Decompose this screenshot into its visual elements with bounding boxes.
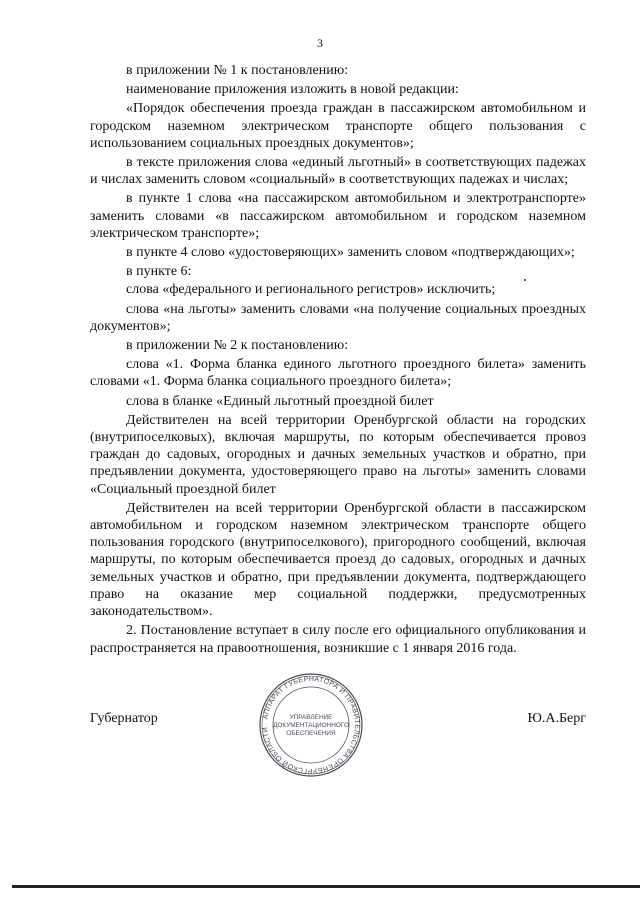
paragraph: слова «федерального и регионального регистров» исключить; bbox=[126, 282, 496, 298]
paragraph: в пункте 6: bbox=[126, 264, 192, 280]
signature-title: Губернатор bbox=[90, 711, 158, 726]
document-body bbox=[90, 62, 586, 659]
scan-bottom-edge bbox=[12, 885, 640, 888]
paragraph: наименование приложения изложить в новой редакции: bbox=[126, 82, 459, 98]
paragraph: слова «1. Форма бланка единого льготного проездного билета» заменить словами «1. Форма бланка социального проездного билета»; bbox=[90, 357, 586, 390]
paragraph: в приложении № 1 к постановлению: bbox=[126, 63, 349, 78]
stamp-ring-text: АППАРАТ ГУБЕРНАТОРА И ПРАВИТЕЛЬСТВА ОРЕНБУРГСКОЙ ОБЛАСТИ bbox=[261, 675, 361, 775]
paragraph: 2. Постановление вступает в силу после его официального опубликования и распространяется на правоотношения, возникшие с 1 января 2016 года. bbox=[90, 623, 586, 656]
paragraph: «Порядок обеспечения проезда граждан в пассажирском автомобильном и городском наземном электрическом транспорте общего пользования с использованием социальных проездных документов»; bbox=[90, 101, 586, 151]
scan-speck bbox=[524, 279, 526, 281]
stamp-center-line: УПРАВЛЕНИЕ bbox=[289, 714, 333, 721]
paragraph: слова в бланке «Единый льготный проездной билет bbox=[126, 393, 434, 409]
signature-name: Ю.А.Берг bbox=[527, 711, 586, 726]
paragraph: Действителен на всей территории Оренбургской области на городских (внутрипоселковых), включая маршруты, по которым обеспечивается провоз граждан до садовых, огородных и дачных земельных участков и обратно, при предъявлении документа, удостоверяющего право на льготы» заменить словами «Социальный проездной билет bbox=[90, 412, 586, 497]
paragraph: в пункте 1 слова «на пассажирском автомобильном и электротранспорте» заменить словами «в пассажирском автомобильном и городском наземном электрическом транспорте»; bbox=[90, 191, 586, 241]
official-stamp bbox=[258, 672, 364, 778]
paragraph: Действителен на всей территории Оренбургской области в пассажирском автомобильном и городском наземном электрическом транспорте общего пользования городского (внутрипоселкового), пригородного сообщений, включая маршруты, по которым обеспечивается проезд до садовых, огородных и дачных земельных участков и обратно, при предъявлении документа, подтверждающего право на оказание мер социальной поддержки, предусмотренных законодательством». bbox=[90, 500, 586, 620]
page-number: 3 bbox=[317, 36, 323, 50]
stamp-center-line: ОБЕСПЕЧЕНИЯ bbox=[286, 730, 336, 737]
paragraph: в пункте 4 слово «удостоверяющих» заменить словом «подтверждающих»; bbox=[126, 245, 575, 261]
paragraph: слова «на льготы» заменить словами «на получение социальных проездных документов»; bbox=[90, 301, 586, 334]
stamp-center-line: ДОКУМЕНТАЦИОННОГО bbox=[273, 722, 349, 729]
paragraph: в приложении № 2 к постановлению: bbox=[126, 338, 349, 354]
paragraph: в тексте приложения слова «единый льготный» в соответствующих падежах и числах заменить словом «социальный» в соответствующих падежах и числах; bbox=[90, 155, 586, 188]
